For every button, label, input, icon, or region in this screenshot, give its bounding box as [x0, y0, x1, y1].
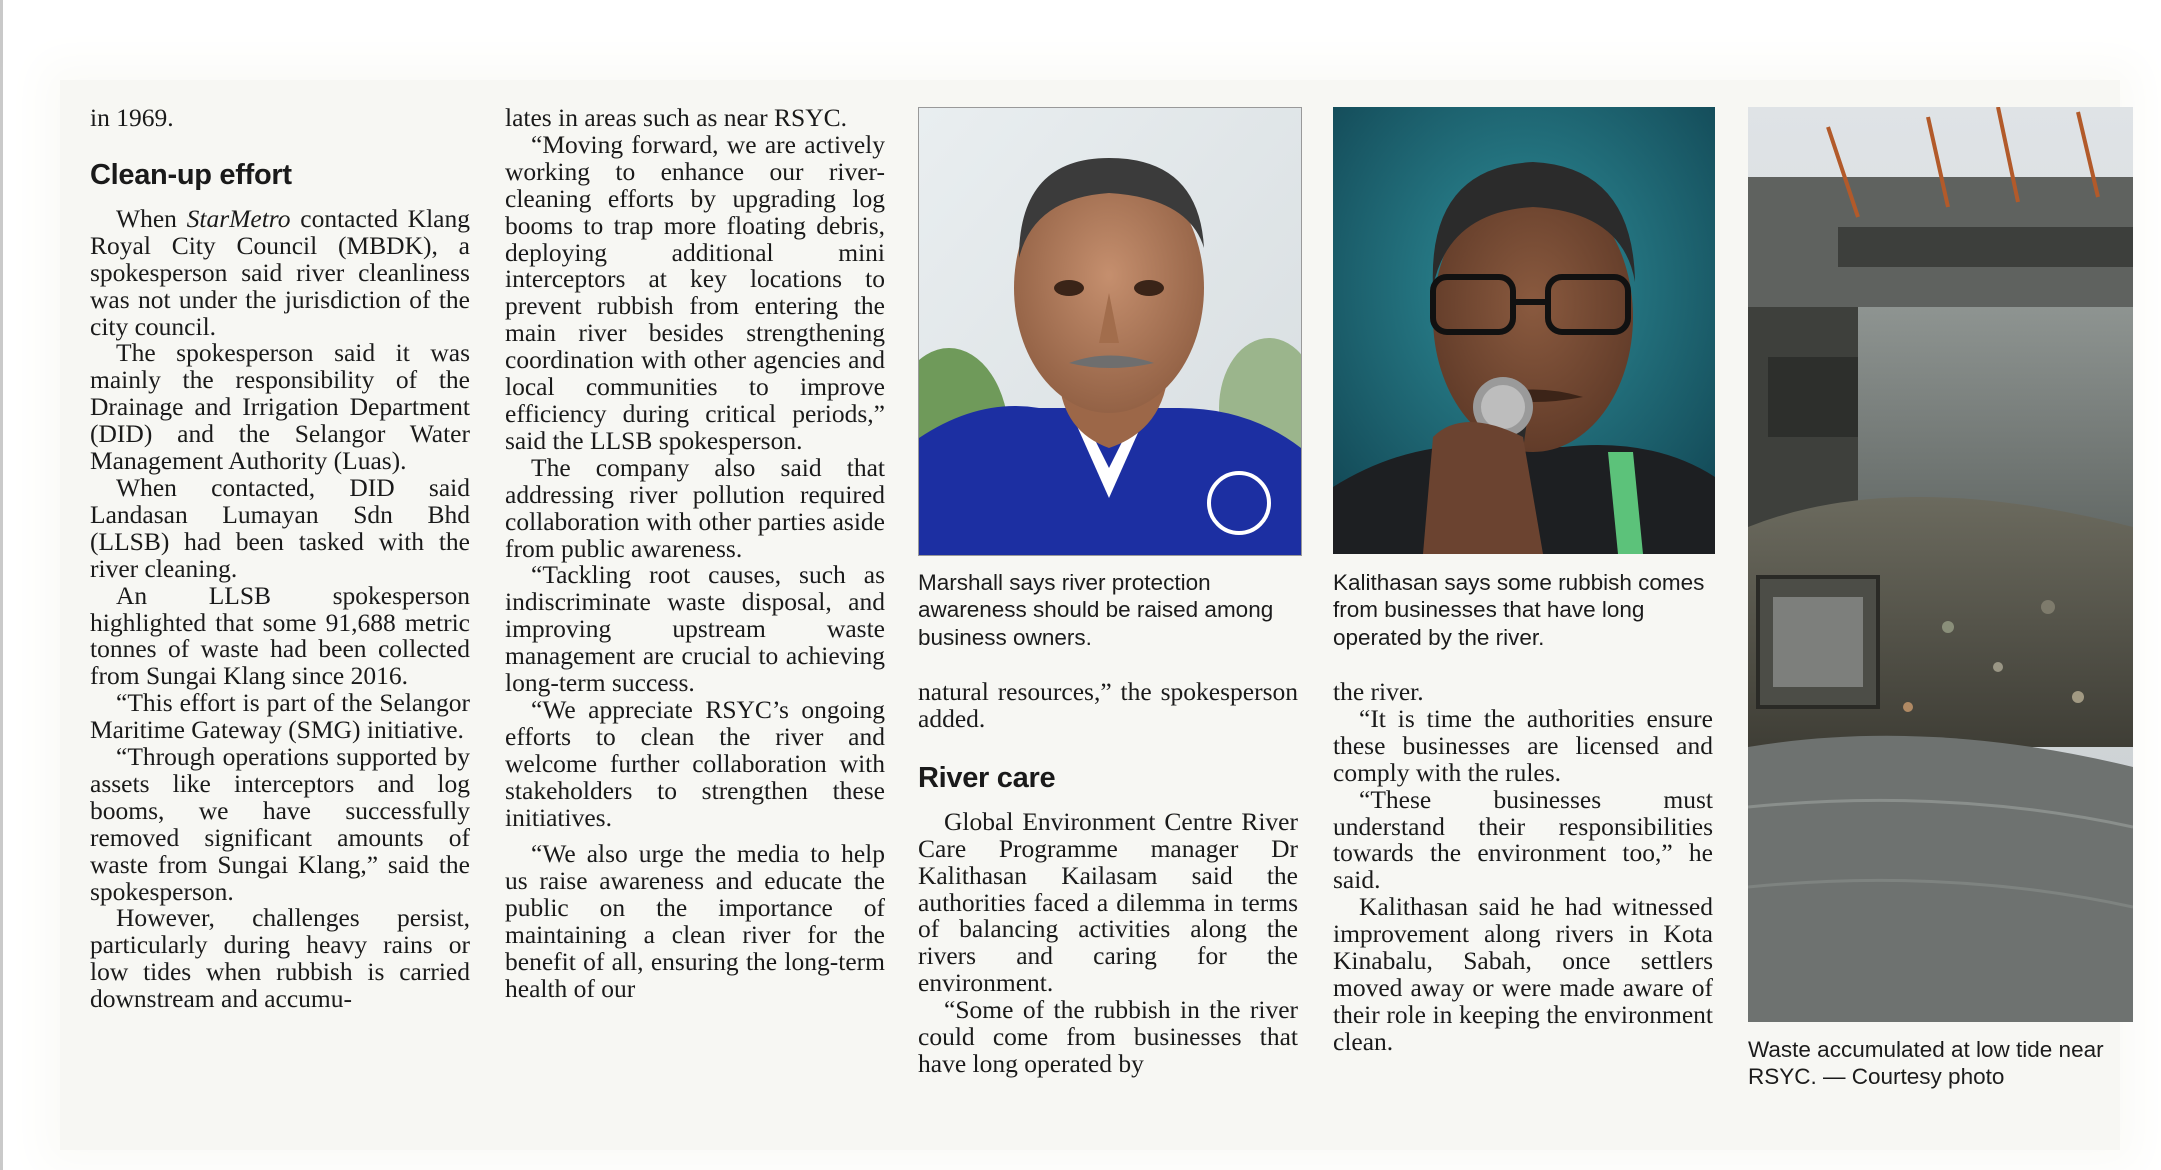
text-line: in 1969. — [90, 103, 174, 132]
paragraph — [90, 203, 470, 341]
article-column-2 — [505, 105, 885, 1003]
paragraph: “Tackling root causes, such as indiscriminate waste disposal, and improving upstream waste management are crucial to achieving long-term success. — [505, 560, 885, 698]
paragraph: “These businesses must understand their responsibilities towards the environment too,” he said. — [1333, 784, 1713, 895]
paragraph: “Through operations supported by assets like interceptors and log booms, we have successfully removed significant amounts of waste from Sungai Klang,” said the spokesperson. — [90, 742, 470, 906]
photo-caption: Kalithasan says some rubbish comes from businesses that have long operated by the river. — [1333, 570, 1705, 650]
paragraph: Kalithasan said he had witnessed improvement along rivers in Kota Kinabalu, Sabah, once settlers moved away or were made aware of their role in keeping the environment clean. — [1333, 892, 1713, 1056]
river-waste-photo — [1748, 107, 2133, 1022]
paragraph: The spokesperson said it was mainly the responsibility of the Drainage and Irrigation Department (DID) and the Selangor Water Management Authority (Luas). — [90, 338, 470, 476]
paragraph: “Some of the rubbish in the river could come from businesses that have long operated by — [918, 995, 1298, 1078]
article-column-3 — [918, 679, 1298, 1078]
section-heading: River care — [918, 761, 1056, 794]
paragraph: “We also urge the media to help us raise awareness and educate the public on the importance of maintaining a clean river for the benefit of all, ensuring the long-term health of our — [505, 839, 885, 1003]
paragraph: “This effort is part of the Selangor Maritime Gateway (SMG) initiative. — [90, 688, 470, 745]
article-column-1 — [90, 105, 470, 1013]
photo-caption: Marshall says river protection awareness should be raised among business owners. — [918, 570, 1274, 650]
paragraph: An LLSB spokesperson highlighted that some 91,688 metric tonnes of waste had been collected from Sungai Klang since 2016. — [90, 580, 470, 691]
portrait-marshall-photo — [918, 107, 1302, 556]
paragraph: “We appreciate RSYC’s ongoing efforts to clean the river and welcome further collaboration with stakeholders to strengthen these initiatives. — [505, 694, 885, 832]
portrait-kalithasan-photo — [1333, 107, 1715, 554]
publication-name: StarMetro — [186, 203, 291, 233]
paragraph: the river. — [1333, 677, 1424, 706]
paragraph: lates in areas such as near RSYC. — [505, 103, 848, 132]
text-span: When — [116, 203, 187, 233]
section-heading: Clean-up effort — [90, 158, 292, 191]
paragraph: natural resources,” the spokesperson added. — [918, 677, 1298, 733]
text-span: contacted Klang Royal City Council (MBDK), a spokesperson said river cleanliness was not under the jurisdiction of the city council. — [90, 203, 470, 341]
paragraph: “Moving forward, we are actively working to enhance our river-cleaning efforts by upgrading log booms to trap more floating debris, deploying additional mini interceptors at key locations to prevent rubbish from entering the main river besides strengthening coordination with other agencies and local communities to improve efficiency during critical periods,” said the LLSB spokesperson. — [505, 129, 885, 455]
photo-caption: Waste accumulated at low tide near RSYC. — Courtesy photo — [1748, 1037, 2104, 1090]
paragraph: When contacted, DID said Landasan Lumayan Sdn Bhd (LLSB) had been tasked with the river cleaning. — [90, 472, 470, 583]
paragraph: “It is time the authorities ensure these businesses are licensed and comply with the rules. — [1333, 703, 1713, 787]
paragraph: However, challenges persist, particularly during heavy rains or low tides when rubbish is carried downstream and accumu- — [90, 903, 470, 1014]
paragraph: The company also said that addressing river pollution required collaboration with other parties aside from public awareness. — [505, 452, 885, 563]
article-column-4 — [1333, 679, 1713, 1056]
paragraph: Global Environment Centre River Care Programme manager Dr Kalithasan Kailasam said the authorities faced a dilemma in terms of balancing activities along the rivers and caring for the environment. — [918, 806, 1298, 998]
window-edge — [0, 0, 3, 1170]
